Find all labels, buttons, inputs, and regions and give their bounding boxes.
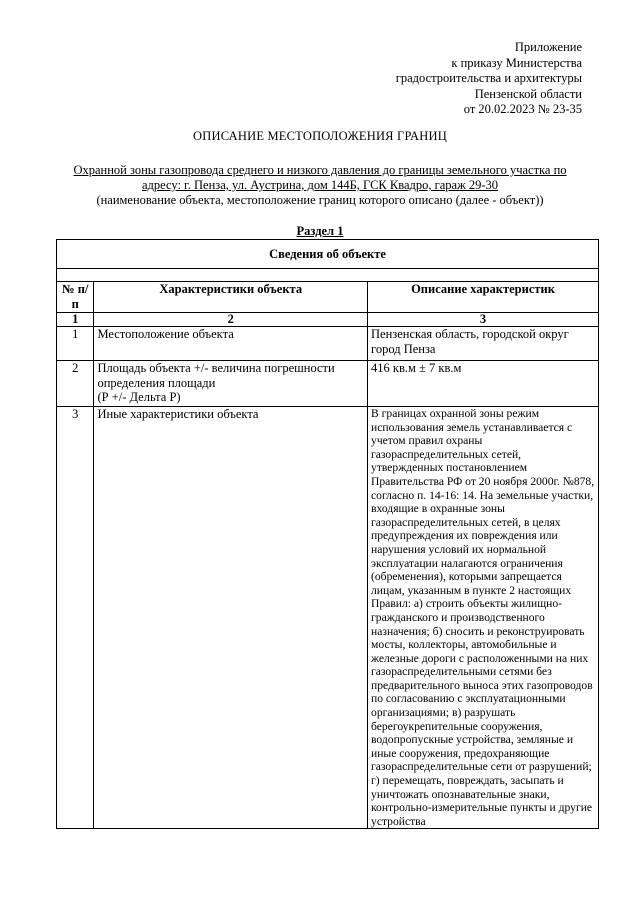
index-cell: 3 [368, 313, 599, 327]
table-title: Сведения об объекте [57, 240, 599, 269]
row-characteristic: Площадь объекта +/- величина погрешности определения площади [97, 361, 335, 390]
row-description: Пензенская область, городской округ город Пенза [368, 327, 599, 361]
row-characteristic: Местоположение объекта [94, 327, 368, 361]
approval-block [396, 40, 582, 118]
row-num: 2 [57, 361, 94, 407]
approval-line: Пензенской области [474, 86, 582, 101]
approval-line: к приказу Министерства [451, 55, 582, 70]
row-characteristic: Иные характеристики объекта [94, 407, 368, 829]
object-description [40, 163, 600, 208]
object-info-table [56, 239, 599, 829]
row-description: 416 кв.м ± 7 кв.м [368, 361, 599, 407]
header-characteristic: Характеристики объекта [94, 282, 368, 313]
approval-line: градостроительства и архитектуры [395, 71, 582, 85]
object-caption: (наименование объекта, местоположение границ которого описано (далее - объект)) [96, 193, 544, 207]
table-row [57, 407, 599, 829]
section-label: Раздел 1 [296, 224, 344, 238]
document-title: ОПИСАНИЕ МЕСТОПОЛОЖЕНИЯ ГРАНИЦ [193, 129, 447, 143]
index-cell: 2 [94, 313, 368, 327]
approval-date: от 20.02.2023 № 23-35 [463, 102, 582, 116]
row-num: 3 [57, 407, 94, 829]
object-name-line: адресу: г. Пенза, ул. Аустрина, дом 144Б, ГСК Квадро, гараж 29-30 [141, 178, 499, 192]
row-description: В границах охранной зоны режим использования земель устанавливается с учетом правил охраны газораспределительных сетей, утвержденных постановлением Правительства РФ от 20 ноября 2000г. №878, согласно п. 14-16: 14. На земельные участки, входящие в охранные зоны газораспределительных сетей, в целях предупреждения их повреждения или нарушения условий их нормальной эксплуатации налагаются ограничения (обременения), которыми запрещается лицам, указанным в пункте 2 настоящих Правил: а) строить объекты жилищно-гражданского и производственного назначения; б) сносить и реконструировать мосты, коллекторы, автомобильные и железные дороги с расположенными на них газораспределительными сетями без предварительного выноса этих газопроводов по согласованию с эксплуатационными организациями; в) разрушать берегоукрепительные сооружения, водопропускные устройства, земляные и иные сооружения, предохраняющие газораспределительные сети от разрушений; г) перемещать, повреждать, засыпать и уничтожать опознавательные знаки, контрольно-измерительные пункты и другие устройства [368, 407, 599, 829]
object-name-line: Охранной зоны газопровода среднего и низкого давления до границы земельного участка по [73, 163, 567, 177]
index-cell: 1 [57, 313, 94, 327]
row-characteristic-cell [94, 361, 368, 407]
approval-line: Приложение [514, 40, 582, 54]
table-row [57, 361, 599, 407]
table-row [57, 327, 599, 361]
header-description: Описание характеристик [368, 282, 599, 313]
header-num: № п/п [57, 282, 94, 313]
row-characteristic-sub: (Р +/- Дельта Р) [97, 390, 181, 404]
row-num: 1 [57, 327, 94, 361]
table-spacer [57, 269, 599, 282]
